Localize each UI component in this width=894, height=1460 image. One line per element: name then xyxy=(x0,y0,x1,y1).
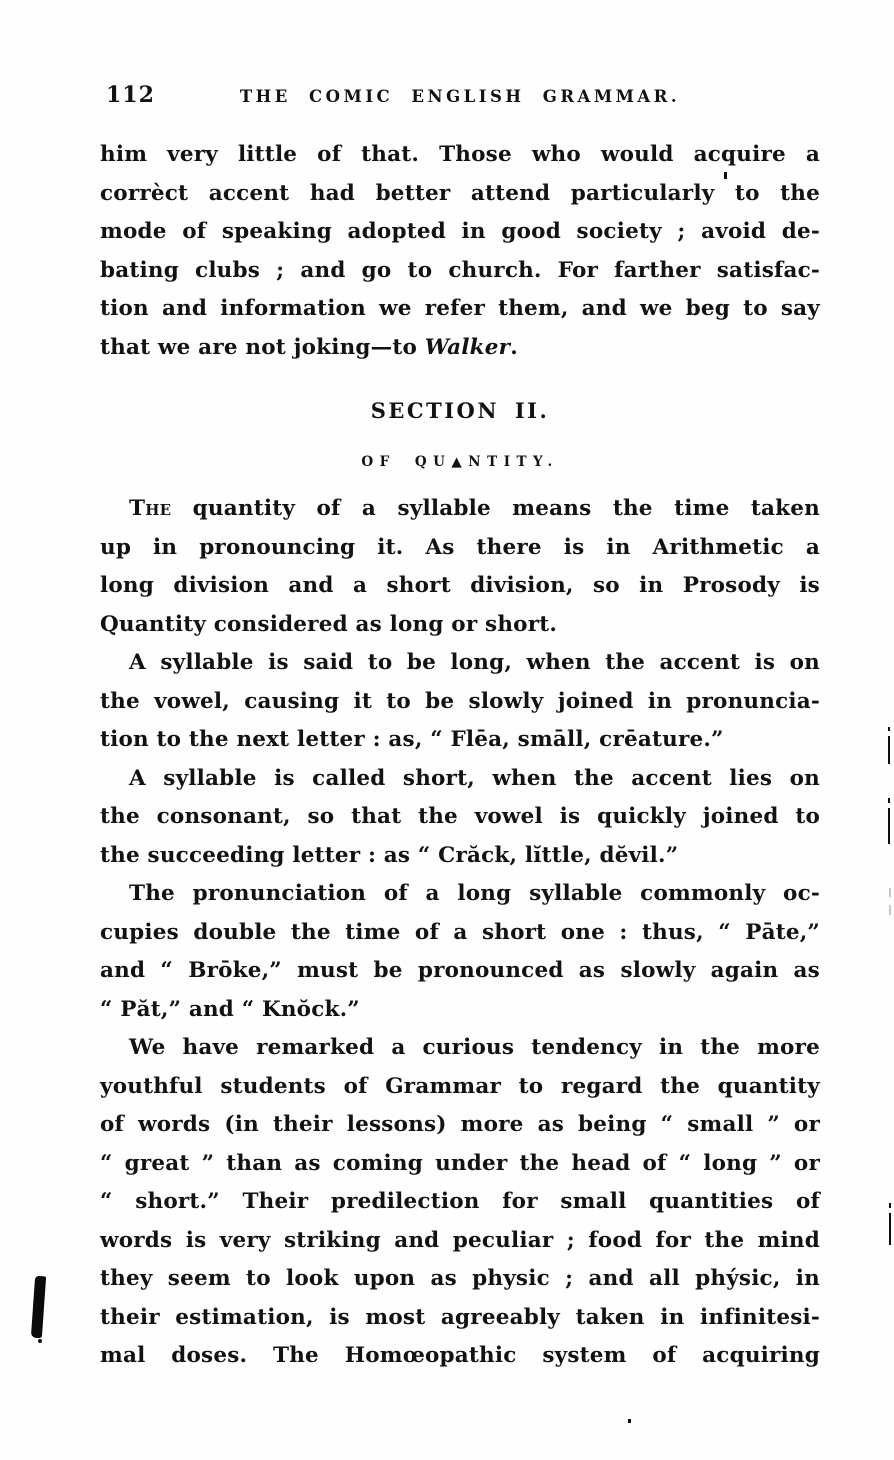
bottom-speck xyxy=(628,1419,631,1423)
paragraph-6 xyxy=(100,1029,820,1376)
page-number: 112 xyxy=(106,82,155,108)
paragraph-4 xyxy=(100,760,820,876)
margin-mark-right-1-dot xyxy=(888,727,890,731)
text-line: “ great ” than as coming under the head of “ long ” or xyxy=(100,1150,820,1176)
text-line: corrèct accent had better attend particularly to the xyxy=(100,180,820,206)
text-line: “ Păt,” and “ Knŏck.” xyxy=(100,996,360,1022)
margin-mark-right-2-dot xyxy=(888,798,890,803)
text-line: mal doses. The Homœopathic system of acquiring xyxy=(100,1343,820,1368)
margin-mark-right-3-dot xyxy=(889,1203,891,1208)
paragraph-2 xyxy=(100,490,820,644)
section-heading: SECTION II. xyxy=(370,398,550,423)
paragraph-3 xyxy=(100,644,820,760)
margin-mark-right-3 xyxy=(889,1213,891,1245)
text-line: A syllable is called short, when the accent lies on xyxy=(129,765,820,791)
text-line: youthful students of Grammar to regard the quantity xyxy=(100,1073,820,1099)
text-line: bating clubs ; and go to church. For farther satisfac- xyxy=(100,257,820,283)
margin-mark-right-faint-2 xyxy=(889,905,891,915)
text-line: the succeeding letter : as “ Crăck, lĭttle, dĕvil.” xyxy=(100,842,679,868)
paragraph-1 xyxy=(100,136,820,367)
paragraph-5 xyxy=(100,875,820,1029)
margin-mark-right-1 xyxy=(888,736,890,764)
running-title: THE COMIC ENGLISH GRAMMAR. xyxy=(239,87,681,106)
margin-mark-right-faint-1 xyxy=(889,888,891,897)
text-line: A syllable is said to be long, when the accent is on xyxy=(129,650,820,675)
text-line: mode of speaking adopted in good society ; avoid de- xyxy=(100,219,820,244)
text-line: words is very striking and peculiar ; food for the mind xyxy=(100,1227,820,1253)
text-line: long division and a short division, so in Prosody is xyxy=(100,573,820,598)
text-line: “ short.” Their predilection for small quantities of xyxy=(100,1189,820,1214)
text-line xyxy=(100,490,820,529)
margin-mark-right-2 xyxy=(888,808,890,844)
walker-italic: Walker xyxy=(424,334,511,360)
section-subheading: OF QU▲NTITY. xyxy=(361,454,559,470)
text-line xyxy=(100,329,820,368)
text-line: The pronunciation of a long syllable commonly oc- xyxy=(129,881,820,906)
text-line: We have remarked a curious tendency in the more xyxy=(129,1035,820,1060)
text-line: their estimation, is most agreeably taken in infinitesi- xyxy=(100,1304,820,1330)
text-line: up in pronouncing it. As there is in Arithmetic a xyxy=(100,534,820,560)
ink-stroke-tail-dot xyxy=(38,1339,42,1343)
text-line: of words (in their lessons) more as being “ small ” or xyxy=(100,1112,820,1137)
left-margin-ink-stroke xyxy=(31,1276,46,1339)
text-line: him very little of that. Those who would acquire a xyxy=(100,142,820,167)
scan-mark-above-to xyxy=(724,172,727,179)
text-line: they seem to look upon as physic ; and all phýsic, in xyxy=(100,1266,820,1291)
the-smallcaps: The xyxy=(129,496,172,521)
text-line: the consonant, so that the vowel is quickly joined to xyxy=(100,804,820,829)
text-line: Quantity considered as long or short. xyxy=(100,611,558,637)
text-line: tion and information we refer them, and we beg to say xyxy=(100,296,820,321)
body-text xyxy=(100,490,820,1376)
text-run: that we are not joking—to xyxy=(100,334,425,360)
text-line: and “ Brōke,” must be pronounced as slowly again as xyxy=(100,958,820,983)
text-run: quantity of a syllable means the time taken xyxy=(171,496,820,521)
text-line: cupies double the time of a short one : thus, “ Pāte,” xyxy=(100,919,820,945)
text-line: the vowel, causing it to be slowly joined in pronuncia- xyxy=(100,688,820,714)
text-line: tion to the next letter : as, “ Flēa, smāll, crēature.” xyxy=(100,727,724,752)
text-run: . xyxy=(510,334,518,360)
